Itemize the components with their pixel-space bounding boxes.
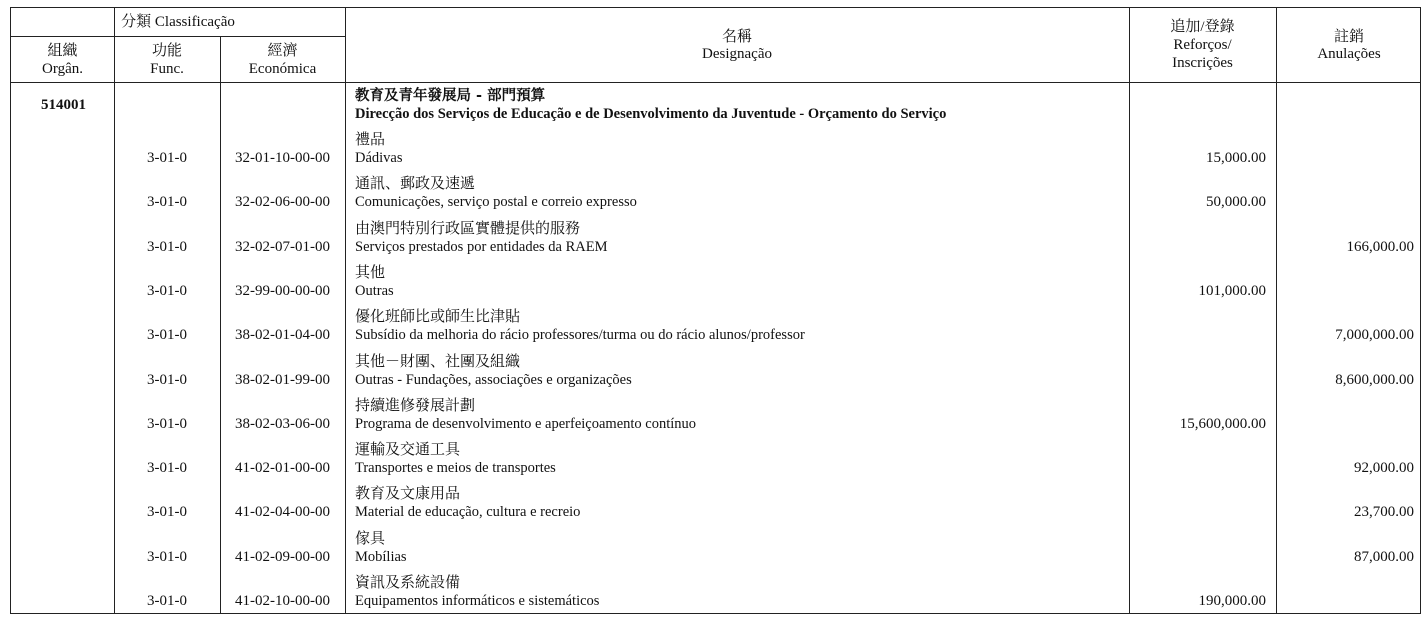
item-name-pt: Comunicações, serviço postal e correio expresso bbox=[355, 194, 637, 210]
item-name-pt: Equipamentos informáticos e sistemáticos bbox=[355, 593, 600, 609]
econ-code: 38-02-03-06-00 bbox=[235, 416, 330, 432]
header-designation-pt: Designação bbox=[702, 46, 772, 62]
anulacoes-amount: 7,000,000.00 bbox=[1335, 327, 1414, 343]
header-designation-zh: 名稱 bbox=[721, 29, 752, 45]
func-code: 3-01-0 bbox=[147, 150, 187, 166]
econ-code: 41-02-01-00-00 bbox=[235, 460, 330, 476]
reforcos-amount: 101,000.00 bbox=[1198, 283, 1266, 299]
econ-code: 32-01-10-00-00 bbox=[235, 150, 330, 166]
classification-divider bbox=[11, 36, 345, 37]
header-classification: 分類 Classificação bbox=[121, 14, 235, 30]
anulacoes-amount: 87,000.00 bbox=[1354, 549, 1414, 565]
header-reforcos-pt2: Inscrições bbox=[1172, 55, 1233, 71]
econ-code: 32-02-07-01-00 bbox=[235, 239, 330, 255]
header-anulacoes-pt: Anulações bbox=[1317, 46, 1381, 62]
header-organ-zh: 組織 bbox=[47, 43, 78, 59]
reforcos-amount: 15,600,000.00 bbox=[1179, 416, 1266, 432]
econ-code: 38-02-01-04-00 bbox=[235, 327, 330, 343]
reforcos-amount: 50,000.00 bbox=[1206, 194, 1266, 210]
func-code: 3-01-0 bbox=[147, 372, 187, 388]
func-code: 3-01-0 bbox=[147, 194, 187, 210]
header-bottom-line bbox=[11, 82, 1420, 83]
col-divider-func bbox=[220, 36, 221, 613]
organ-code: 514001 bbox=[41, 97, 86, 113]
item-name-zh: 其他－財團、社團及組織 bbox=[355, 354, 521, 370]
econ-code: 32-02-06-00-00 bbox=[235, 194, 330, 210]
reforcos-amount: 15,000.00 bbox=[1206, 150, 1266, 166]
item-name-zh: 資訊及系統設備 bbox=[355, 575, 461, 591]
func-code: 3-01-0 bbox=[147, 239, 187, 255]
header-econ-pt: Económica bbox=[248, 61, 317, 77]
item-name-zh: 其他 bbox=[355, 265, 386, 281]
func-code: 3-01-0 bbox=[147, 416, 187, 432]
func-code: 3-01-0 bbox=[147, 549, 187, 565]
item-name-zh: 教育及文康用品 bbox=[355, 486, 461, 502]
col-divider-designation bbox=[1129, 8, 1130, 613]
item-name-zh: 持續進修發展計劃 bbox=[355, 398, 476, 414]
budget-table bbox=[10, 7, 1421, 614]
item-name-zh: 運輸及交通工具 bbox=[355, 442, 461, 458]
header-anulacoes-zh: 註銷 bbox=[1333, 29, 1364, 45]
item-name-pt: Material de educação, cultura e recreio bbox=[355, 504, 581, 520]
econ-code: 41-02-04-00-00 bbox=[235, 504, 330, 520]
header-func-pt: Func. bbox=[150, 61, 184, 77]
func-code: 3-01-0 bbox=[147, 283, 187, 299]
section-title-zh: 教育及青年發展局 - 部門預算 bbox=[355, 88, 546, 104]
header-reforcos-zh: 追加/登錄 bbox=[1170, 19, 1235, 35]
item-name-zh: 優化班師比或師生比津貼 bbox=[355, 309, 521, 325]
header-organ-pt: Orgân. bbox=[42, 61, 83, 77]
col-divider-organ bbox=[114, 8, 115, 613]
reforcos-amount: 190,000.00 bbox=[1198, 593, 1266, 609]
section-title-pt: Direcção dos Serviços de Educação e de Desenvolvimento da Juventude - Orçamento do Serviço bbox=[355, 106, 947, 122]
item-name-pt: Dádivas bbox=[355, 150, 403, 166]
func-code: 3-01-0 bbox=[147, 460, 187, 476]
func-code: 3-01-0 bbox=[147, 593, 187, 609]
item-name-pt: Mobílias bbox=[355, 549, 407, 565]
header-econ-zh: 經濟 bbox=[267, 43, 298, 59]
col-divider-reforcos bbox=[1276, 8, 1277, 613]
anulacoes-amount: 92,000.00 bbox=[1354, 460, 1414, 476]
anulacoes-amount: 166,000.00 bbox=[1346, 239, 1414, 255]
item-name-pt: Subsídio da melhoria do rácio professores/turma ou do rácio alunos/professor bbox=[355, 327, 805, 343]
item-name-zh: 通訊、郵政及速遞 bbox=[355, 176, 476, 192]
item-name-zh: 禮品 bbox=[355, 132, 386, 148]
col-divider-econ bbox=[345, 8, 346, 613]
func-code: 3-01-0 bbox=[147, 504, 187, 520]
header-func-zh: 功能 bbox=[151, 43, 182, 59]
item-name-zh: 傢具 bbox=[355, 531, 386, 547]
func-code: 3-01-0 bbox=[147, 327, 187, 343]
econ-code: 38-02-01-99-00 bbox=[235, 372, 330, 388]
econ-code: 41-02-09-00-00 bbox=[235, 549, 330, 565]
item-name-pt: Outras - Fundações, associações e organizações bbox=[355, 372, 632, 388]
item-name-pt: Transportes e meios de transportes bbox=[355, 460, 556, 476]
anulacoes-amount: 8,600,000.00 bbox=[1335, 372, 1414, 388]
item-name-pt: Programa de desenvolvimento e aperfeiçoamento contínuo bbox=[355, 416, 697, 432]
item-name-pt: Outras bbox=[355, 283, 394, 299]
item-name-pt: Serviços prestados por entidades da RAEM bbox=[355, 239, 608, 255]
econ-code: 41-02-10-00-00 bbox=[235, 593, 330, 609]
item-name-zh: 由澳門特別行政區實體提供的服務 bbox=[355, 221, 581, 237]
header-reforcos-pt1: Reforços/ bbox=[1173, 37, 1232, 53]
anulacoes-amount: 23,700.00 bbox=[1354, 504, 1414, 520]
econ-code: 32-99-00-00-00 bbox=[235, 283, 330, 299]
